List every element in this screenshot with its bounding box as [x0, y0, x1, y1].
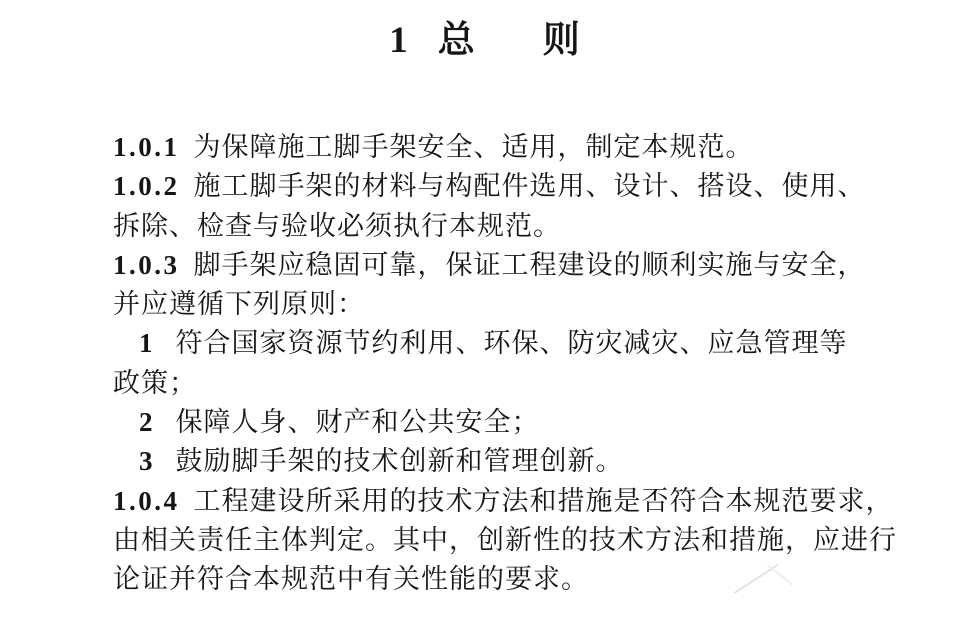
clause-1-0-3-continuation [113, 285, 903, 324]
clause-text: 施工脚手架的材料与构配件选用、设计、搭设、使用、 [193, 171, 866, 202]
clause-number: 1.0.4 [113, 485, 180, 516]
sub-item-1-continuation [113, 364, 903, 403]
sub-item-text: 鼓励脚手架的技术创新和管理创新。 [175, 446, 624, 477]
clause-text: 论证并符合本规范中有关性能的要求。 [113, 564, 589, 595]
sub-item-number: 1 [139, 328, 153, 359]
clause-1-0-2 [113, 167, 903, 206]
clause-1-0-4 [113, 482, 903, 521]
sub-item-text: 符合国家资源节约利用、环保、防灾减灾、应急管理等 [175, 328, 848, 359]
clause-text: 工程建设所采用的技术方法和措施是否符合本规范要求， [193, 485, 894, 516]
clause-text: 为保障施工脚手架安全、适用，制定本规范。 [193, 132, 754, 162]
clause-number: 1.0.3 [113, 249, 180, 280]
clause-text: 由相关责任主体判定。其中，创新性的技术方法和措施，应进行 [113, 524, 897, 555]
sub-item-text: 政策； [113, 367, 197, 398]
sub-item-number: 2 [139, 407, 153, 438]
sub-item-1 [113, 324, 903, 363]
title-word-2: 则 [542, 20, 580, 61]
clause-number: 1.0.2 [113, 171, 180, 202]
clause-1-0-4-continuation-1 [113, 521, 903, 560]
clause-1-0-2-continuation [113, 207, 903, 246]
clause-text: 拆除、检查与验收必须执行本规范。 [113, 210, 561, 241]
clause-1-0-3 [113, 246, 903, 285]
page-title [0, 19, 969, 63]
clause-text: 并应遵循下列原则： [113, 289, 365, 320]
clause-text: 脚手架应稳固可靠，保证工程建设的顺利实施与安全， [193, 249, 866, 280]
chapter-number: 1 [389, 20, 408, 61]
sub-item-text: 保障人身、财产和公共安全； [175, 407, 540, 438]
title-word-1: 总 [437, 20, 475, 61]
sub-item-2 [113, 403, 903, 442]
clause-number: 1.0.1 [113, 132, 180, 162]
clause-1-0-4-continuation-2 [113, 560, 903, 599]
sub-item-3 [113, 442, 903, 481]
clause-1-0-1 [113, 128, 903, 167]
document-body [113, 128, 903, 600]
sub-item-number: 3 [139, 446, 153, 477]
